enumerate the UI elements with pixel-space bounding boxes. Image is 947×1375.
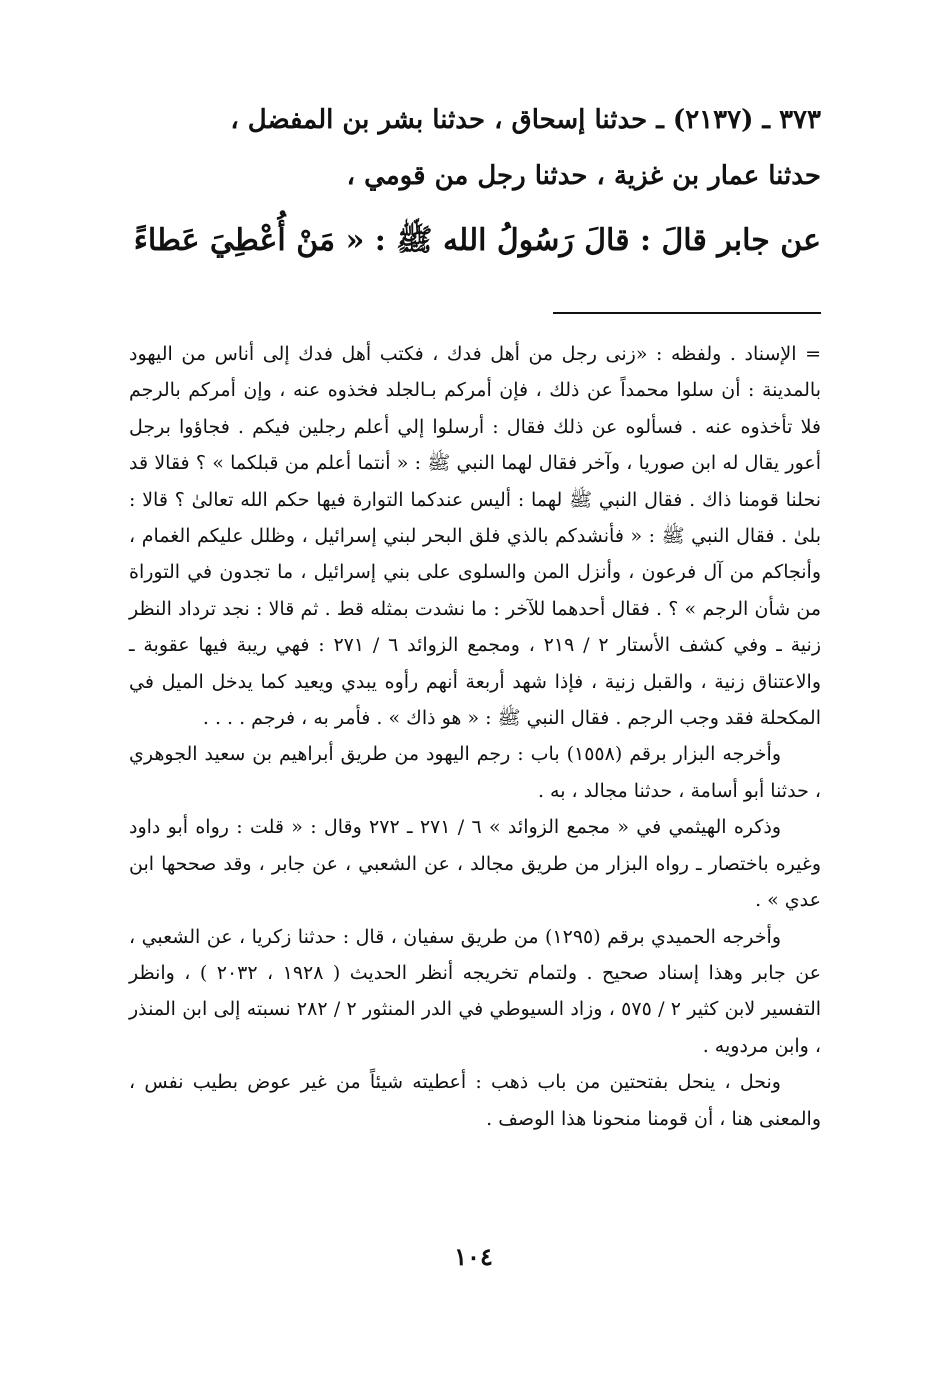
footnote-paragraph-4: وأخرجه الحميدي برقم (١٢٩٥) من طريق سفيان ، قال : حدثنا زكريا ، عن الشعبي ، عن جابر وهذا إسناد صحيح . ولتمام تخريجه أنظر الحديث ( ١٩٢٨ ، ٢٠٣٢ ) ، وانظر التفسير لابن كثير ٢ / ٥٧٥ ، وزاد السيوطي في الدر المنثور ٢ / ٢٨٢ نسبته إلى ابن المنذر ، وابن مردويه . [129,925,822,1057]
footnote-paragraph-5: ونحل ، ينحل بفتحتين من باب ذهب : أعطيته شيئاً من غير عوض بطيب نفس ، والمعنى هنا ، أن قومنا منحونا هذا الوصف . [129,1071,821,1130]
footnote-paragraph-2: وأخرجه البزار برقم (١٥٥٨) باب : رجم اليهود من طريق أبراهيم بن سعيد الجوهري ، حدثنا أبو أسامة ، حدثنا مجالد ، به . [129,743,821,802]
footnote-separator [553,312,821,314]
footnotes [129,336,821,1137]
page-number: ١٠٤ [454,1242,493,1271]
footnote-paragraph-1: = الإسناد . ولفظه : «زنى رجل من أهل فدك ، فكتب أهل فدك إلى أناس من اليهود بالمدينة : أن سلوا محمداً عن ذلك ، فإن أمركم بـالجلد فخذوه عنه ، وإن أمركم بالرجم فلا تأخذوه عنه . فسألوه عن ذلك فقال : أرسلوا إلي أعلم رجلين فيكم . فجاؤوا برجل أعور يقال له ابن صوريا ، وآخر فقال لهما النبي ﷺ : « أنتما أعلم من قبلكما » ؟ فقالا قد نحلنا قومنا ذاك . فقال النبي ﷺ لهما : أليس عندكما التوارة فيها حكم الله تعالىٰ ؟ قالا : بلىٰ . فقال النبي ﷺ : « فأنشدكم بالذي فلق البحر لبني إسرائيل ، وظلل عليكم الغمام ، وأنجاكم من آل فرعون ، وأنزل المن والسلوى على بني إسرائيل ، ما تجدون في التوراة من شأن الرجم » ؟ . فقال أحدهما للآخر : ما نشدت بمثله قط . ثم قالا : نجد ترداد النظر زنية ـ وفي كشف الأستار ٢ / ٢١٩ ، ومجمع الزوائد ٦ / ٢٧١ : فهي ريبة فيها عقوبة ـ والاعتناق زنية ، والقبل زنية ، فإذا شهد أربعة أنهم رأوه يبدي ويعيد كما يدخل الميل في المكحلة فقد وجب الرجم . فقال النبي ﷺ : « هو ذاك » . فأمر به ، فرجم . . . . [129,343,821,730]
hadith-header-line-1: ٣٧٣ ـ (٢١٣٧) ـ حدثنا إسحاق ، حدثنا بشر بن المفضل ، [230,105,821,135]
hadith-header [121,92,821,204]
hadith-header-line-2: حدثنا عمار بن غزية ، حدثنا رجل من قومي ، [346,161,821,191]
hadith-text: عن جابر قالَ : قالَ رَسُولُ الله ﷺ : « مَنْ أُعْطِيَ عَطاءً [133,223,821,258]
footnote-paragraph-3: وذكره الهيثمي في « مجمع الزوائد » ٦ / ٢٧١ ـ ٢٧٢ وقال : « قلت : رواه أبو داود وغيره باختصار ـ رواه البزار من طريق مجالد ، عن الشعبي ، عن جابر ، وقد صححها ابن عدي » . [129,816,821,912]
